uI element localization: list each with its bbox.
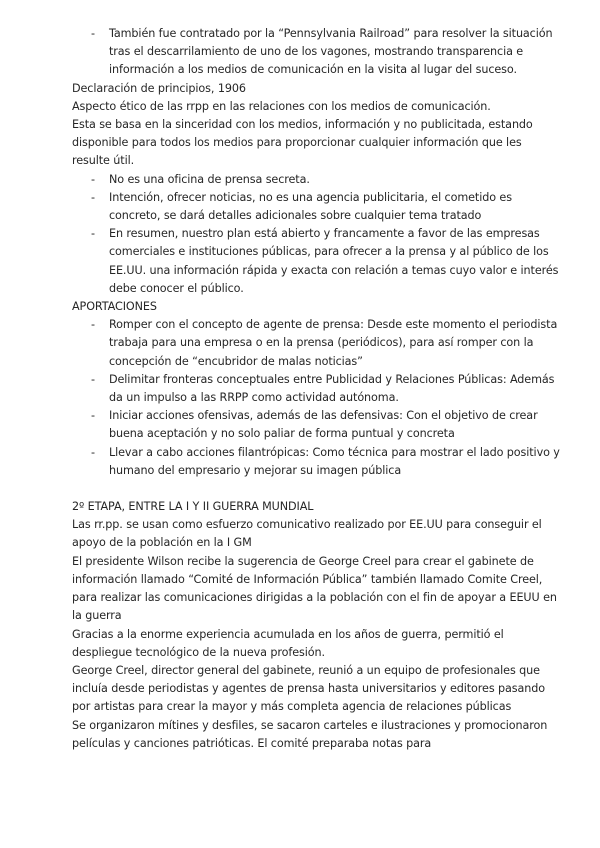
list-item-text: Llevar a cabo acciones filantrópicas: Como técnica para mostrar el lado positivo y humano del empresario y mejorar su imagen pública	[109, 445, 560, 477]
bullet-dash: -	[91, 445, 95, 459]
etapa2-heading: 2º ETAPA, ENTRE LA I Y II GUERRA MUNDIAL	[72, 500, 314, 514]
list-item-text: No es una oficina de prensa secreta.	[109, 172, 310, 186]
declaracion-line-2: Esta se basa en la sinceridad con los medios, información y no publicitada, estando disponible para todos los medios para proporcionar cualquier información que les resulte útil.	[72, 118, 533, 168]
declaracion-list	[72, 171, 562, 298]
section-spacer	[72, 480, 562, 498]
list-item	[72, 316, 562, 371]
list-item	[72, 444, 562, 480]
bullet-dash: -	[91, 318, 95, 332]
etapa2-paragraph: Gracias a la enorme experiencia acumulada en los años de guerra, permitió el despliegue tecnológico de la nueva profesión.	[72, 627, 504, 659]
bullet-dash: -	[91, 172, 95, 186]
bullet-dash: -	[91, 27, 95, 40]
list-item-text: Intención, ofrecer noticias, no es una agencia publicitaria, el cometido es concreto, se dará detalles adicionales sobre cualquier tema tratado	[109, 190, 512, 223]
list-item	[72, 371, 562, 407]
list-item-text: Romper con el concepto de agente de prensa: Desde este momento el periodista trabaja para una empresa o en la prensa (periódicos), para así romper con la concepción de “encubridor de malas noticias”	[109, 318, 558, 368]
bullet-dash: -	[91, 409, 95, 423]
railroad-list	[72, 25, 562, 80]
aportaciones-heading: APORTACIONES	[72, 300, 157, 314]
declaracion-heading: Declaración de principios, 1906	[72, 81, 246, 95]
list-item	[72, 407, 562, 443]
document-page	[72, 25, 562, 753]
list-item-text: También fue contratado por la “Pennsylvania Railroad” para resolver la situación tras el descarrilamiento de uno de los vagones, mostrando transparencia e información a los medios de comunicación en la visita al lugar del suceso.	[109, 27, 553, 77]
list-item	[72, 25, 562, 80]
list-item-text: En resumen, nuestro plan está abierto y francamente a favor de las empresas comerciales e instituciones públicas, para ofrecer a la prensa y al público de los EE.UU. una información rápida y exacta con relación a temas cuyo valor e interés debe conocer el público.	[109, 227, 559, 295]
bullet-dash: -	[91, 227, 95, 241]
list-item-text: Delimitar fronteras conceptuales entre Publicidad y Relaciones Públicas: Además da un impulso a las RRPP como actividad autónoma.	[109, 372, 555, 405]
etapa2-paragraph: El presidente Wilson recibe la sugerencia de George Creel para crear el gabinete de información llamado “Comité de Información Pública” también llamado Comite Creel, para realizar las comunicaciones dirigidas a la población con el fin de apoyar a EEUU en la guerra	[72, 554, 557, 623]
etapa2-paragraph: Las rr.pp. se usan como esfuerzo comunicativo realizado por EE.UU para conseguir el apoyo de la población en la I GM	[72, 518, 542, 550]
declaracion-line-1: Aspecto ético de las rrpp en las relaciones con los medios de comunicación.	[72, 99, 491, 113]
list-item	[72, 225, 562, 298]
etapa2-paragraph: George Creel, director general del gabinete, reunió a un equipo de profesionales que incluía desde periodistas y agentes de prensa hasta universitarios y editores pasando por artistas para crear la mayor y más completa agencia de relaciones públicas	[72, 663, 545, 714]
aportaciones-list	[72, 316, 562, 480]
list-item-text: Iniciar acciones ofensivas, además de las defensivas: Con el objetivo de crear buena aceptación y no solo paliar de forma puntual y concreta	[109, 409, 538, 441]
bullet-dash: -	[91, 190, 95, 204]
list-item	[72, 189, 562, 225]
list-item	[72, 171, 562, 189]
bullet-dash: -	[91, 372, 95, 386]
etapa2-paragraph: Se organizaron mítines y desfiles, se sacaron carteles e ilustraciones y promocionaron películas y canciones patrióticas. El comité preparaba notas para	[72, 718, 548, 750]
